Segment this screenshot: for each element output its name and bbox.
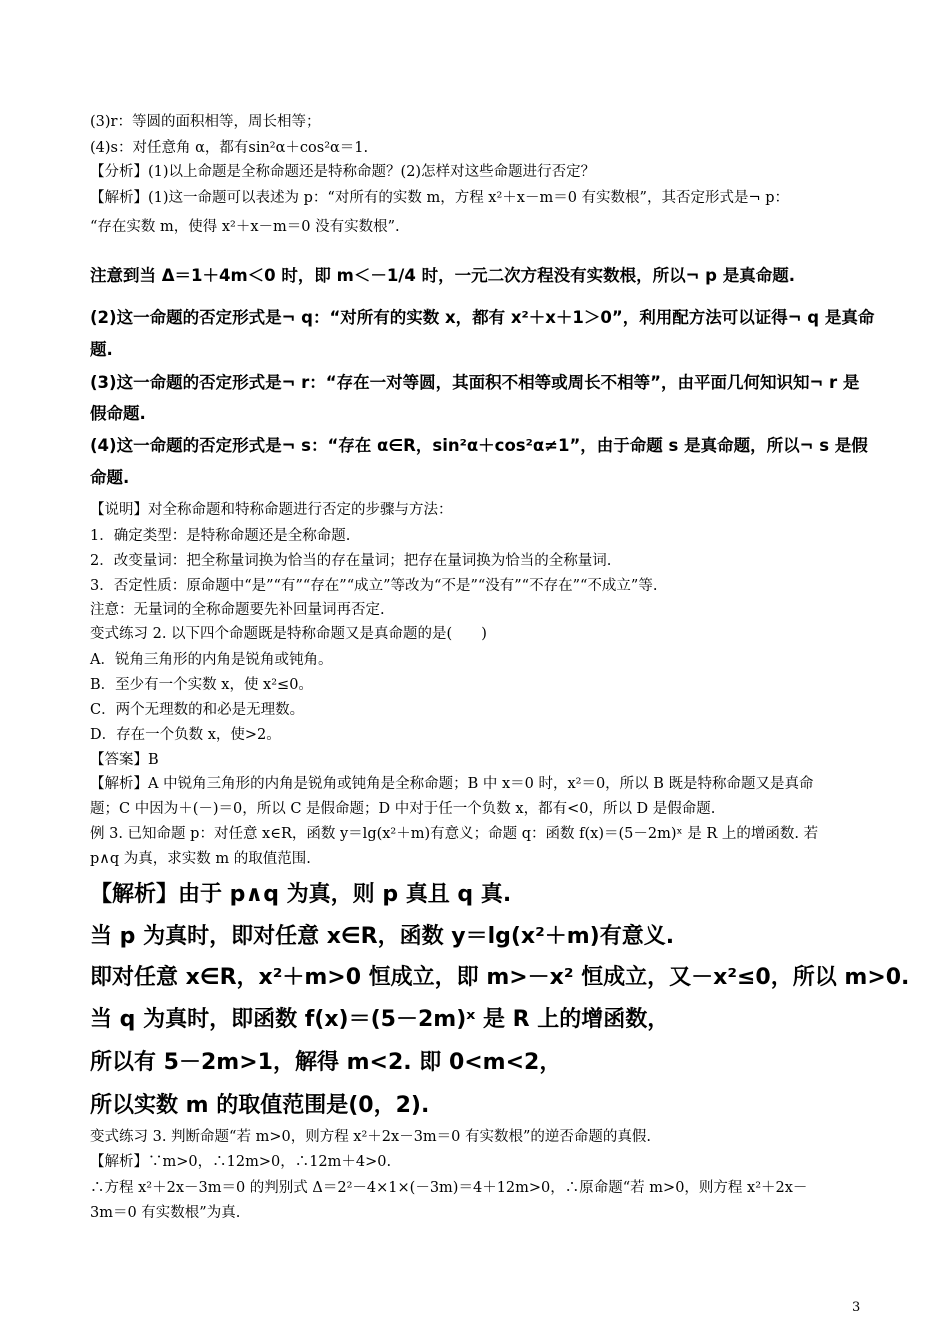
- text-line: 【分析】(1)以上命题是全称命题还是特称命题？(2)怎样对这些命题进行否定？: [90, 164, 596, 180]
- text-line: 变式练习 2. 以下四个命题既是特称命题又是真命题的是( ): [90, 626, 487, 642]
- text-line: (3)这一命题的否定形式是¬ r：“存在一对等圆，其面积不相等或周长不相等”，由平面几何知识知¬ r 是: [90, 373, 860, 392]
- text-line: A．锐角三角形的内角是锐角或钝角。: [90, 652, 333, 668]
- text-line: 例 3. 已知命题 p：对任意 x∈R，函数 y＝lg(x²＋m)有意义；命题 q：函数 f(x)＝(5－2m)ˣ 是 R 上的增函数. 若: [90, 826, 819, 842]
- text-line: 1．确定类型：是特称命题还是全称命题.: [90, 528, 351, 544]
- page-number: 3: [852, 1300, 861, 1315]
- text-line: 变式练习 3. 判断命题“若 m>0，则方程 x²＋2x－3m＝0 有实数根”的逆否命题的真假.: [90, 1129, 652, 1145]
- text-line: 【解析】A 中锐角三角形的内角是锐角或钝角是全称命题；B 中 x＝0 时，x²＝0，所以 B 既是特称命题又是真命: [90, 776, 814, 792]
- text-line: 所以有 5－2m>1，解得 m<2. 即 0<m<2，: [90, 1050, 562, 1075]
- text-line: “存在实数 m，使得 x²＋x－m＝0 没有实数根”.: [90, 219, 400, 235]
- text-line: 【解析】(1)这一命题可以表述为 p：“对所有的实数 m，方程 x²＋x－m＝0 有实数根”，其否定形式是¬ p：: [90, 190, 790, 206]
- text-line: ∴方程 x²＋2x－3m＝0 的判别式 Δ＝2²－4×1×(－3m)＝4＋12m>0，∴原命题“若 m>0，则方程 x²＋2x－: [90, 1180, 808, 1196]
- text-line: 注意到当 Δ＝1＋4m＜0 时，即 m＜－1/4 时，一元二次方程没有实数根，所以¬ p 是真命题.: [90, 266, 795, 285]
- text-line: 假命题.: [90, 404, 146, 423]
- text-line: 注意：无量词的全称命题要先补回量词再否定.: [90, 602, 385, 618]
- text-line: 所以实数 m 的取值范围是(0，2).: [90, 1093, 430, 1118]
- text-line: 2．改变量词：把全称量词换为恰当的存在量词；把存在量词换为恰当的全称量词.: [90, 553, 612, 569]
- text-line: 当 p 为真时，即对任意 x∈R，函数 y＝lg(x²＋m)有意义.: [90, 924, 675, 949]
- text-line: 【解析】∵m>0，∴12m>0，∴12m＋4>0.: [90, 1154, 392, 1170]
- text-line: 题；C 中因为＋(－)＝0，所以 C 是假命题；D 中对于任一个负数 x，都有<0，所以 D 是假命题.: [90, 801, 716, 817]
- text-line: p∧q 为真，求实数 m 的取值范围.: [90, 851, 311, 867]
- text-line: 【说明】对全称命题和特称命题进行否定的步骤与方法：: [90, 502, 453, 518]
- text-line: 【解析】由于 p∧q 为真，则 p 真且 q 真.: [90, 882, 512, 907]
- text-line: 即对任意 x∈R，x²＋m>0 恒成立，即 m>－x² 恒成立，又－x²≤0，所以 m>0.: [90, 965, 910, 990]
- text-line: 命题.: [90, 468, 130, 487]
- text-line: 【答案】B: [90, 752, 159, 768]
- text-line: D．存在一个负数 x，使>2。: [90, 727, 281, 743]
- text-line: C．两个无理数的和必是无理数。: [90, 702, 305, 718]
- text-line: 3．否定性质：原命题中“是”“有”“存在”“成立”等改为“不是”“没有”“不存在”“不成立”等.: [90, 578, 658, 594]
- text-line: (4)s：对任意角 α，都有sin²α＋cos²α＝1.: [90, 140, 369, 156]
- text-line: 当 q 为真时，即函数 f(x)＝(5－2m)ˣ 是 R 上的增函数，: [90, 1007, 670, 1032]
- text-line: 3m＝0 有实数根”为真.: [90, 1205, 241, 1221]
- text-line: (2)这一命题的否定形式是¬ q：“对所有的实数 x，都有 x²＋x＋1＞0”，利用配方法可以证得¬ q 是真命: [90, 308, 875, 327]
- text-line: (3)r：等圆的面积相等，周长相等；: [90, 114, 321, 130]
- text-line: 题.: [90, 340, 113, 359]
- text-line: (4)这一命题的否定形式是¬ s：“存在 α∈R，sin²α＋cos²α≠1”，由于命题 s 是真命题，所以¬ s 是假: [90, 436, 868, 455]
- text-line: B．至少有一个实数 x，使 x²≤0。: [90, 677, 313, 693]
